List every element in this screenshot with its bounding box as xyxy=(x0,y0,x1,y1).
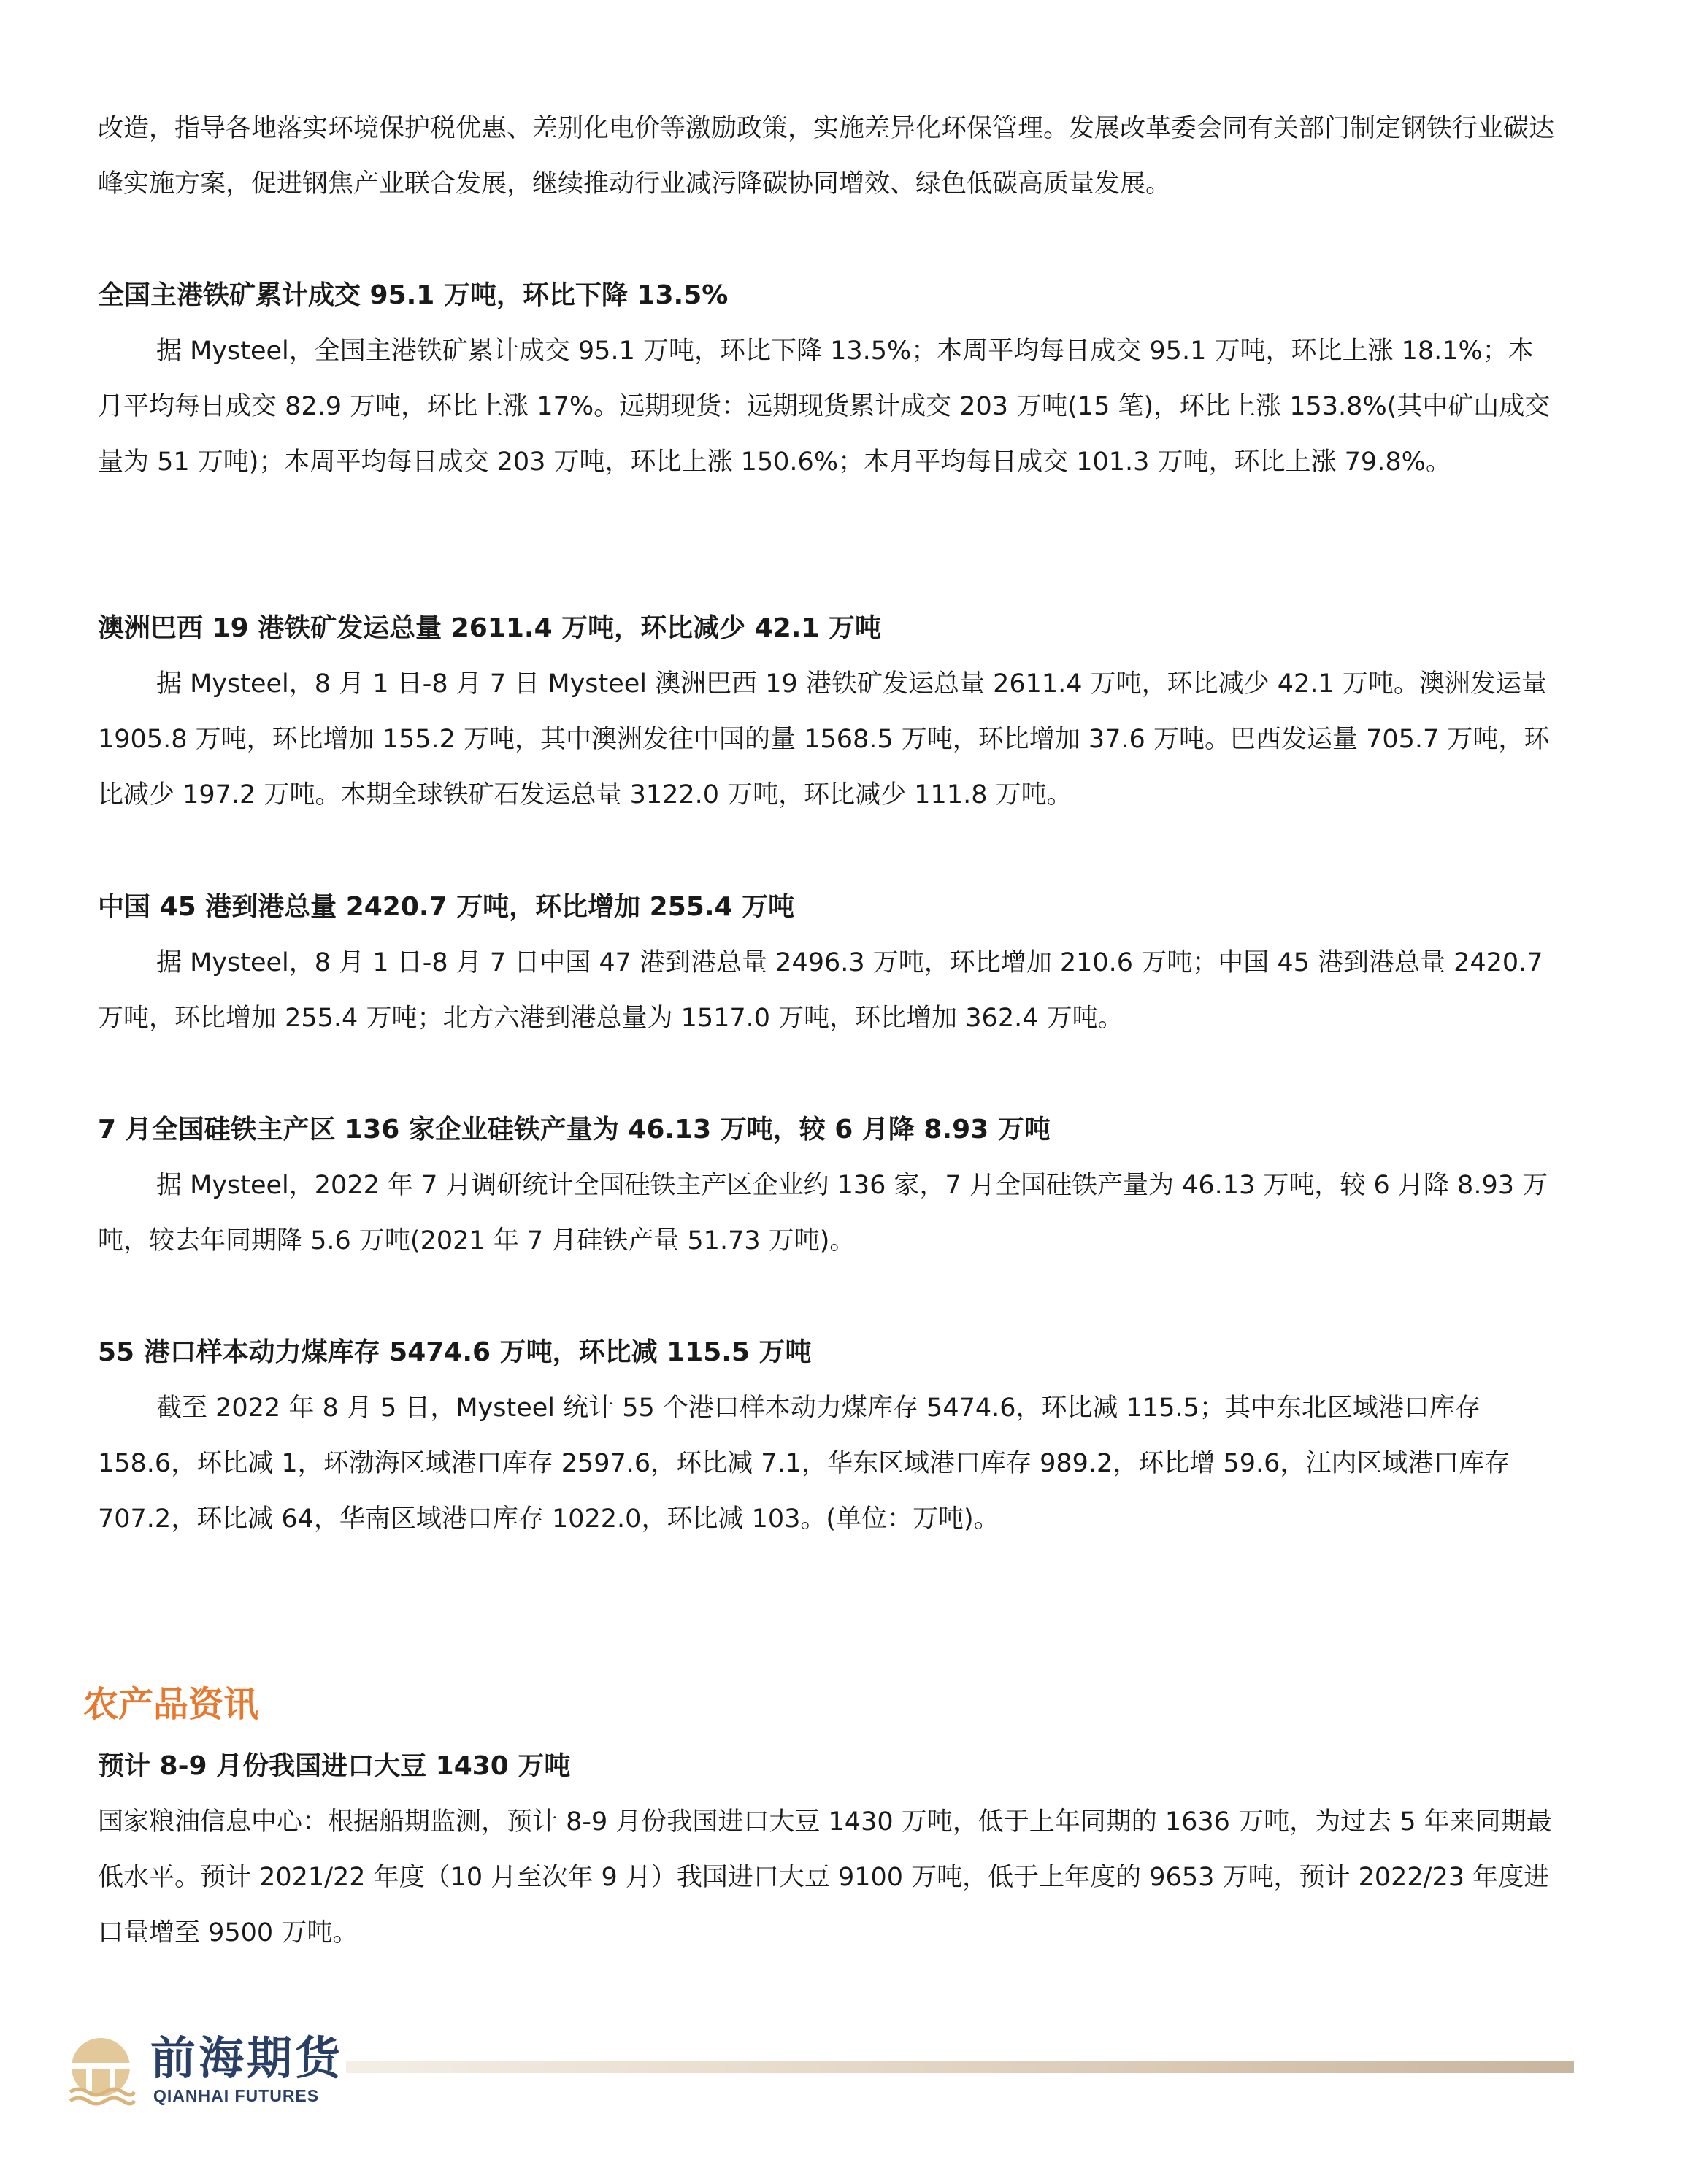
footer-divider xyxy=(346,2061,1574,2073)
article-title: 7 月全国硅铁主产区 136 家企业硅铁产量为 46.13 万吨，较 6 月降 8.93 万吨 xyxy=(98,1115,1051,1145)
article-body: 据 Mysteel，8 月 1 日-8 月 7 日中国 47 港到港总量 2496.3 万吨，环比增加 210.6 万吨；中国 45 港到港总量 2420.7 万吨，环比增加 255.4 万吨；北方六港到港总量为 1517.0 万吨，环比增加 362.4 万吨。 xyxy=(98,948,1543,1033)
logo-english-name: QIANHAI FUTURES xyxy=(153,2086,320,2105)
article-body: 国家粮油信息中心：根据船期监测，预计 8-9 月份我国进口大豆 1430 万吨，低于上年同期的 1636 万吨，为过去 5 年来同期最低水平。预计 2021/22 年度（10 月至次年 9 月）我国进口大豆 9100 万吨，低于上年度的 9653 万吨，预计 2022/23 年度进口量增至 9500 万吨。 xyxy=(98,1807,1552,1947)
article-shipments xyxy=(98,601,1558,823)
article-body: 据 Mysteel，2022 年 7 月调研统计全国硅铁主产区企业约 136 家，7 月全国硅铁产量为 46.13 万吨，较 6 月降 8.93 万吨，较去年同期降 5.6 万吨(2021 年 7 月硅铁产量 51.73 万吨)。 xyxy=(98,1171,1548,1256)
article-iron-ore-trade xyxy=(98,268,1558,490)
article-title: 澳洲巴西 19 港铁矿发运总量 2611.4 万吨，环比减少 42.1 万吨 xyxy=(98,613,882,643)
article-body: 据 Mysteel，全国主港铁矿累计成交 95.1 万吨，环比下降 13.5%；本周平均每日成交 95.1 万吨，环比上涨 18.1%；本月平均每日成交 82.9 万吨，环比上涨 17%。远期现货：远期现货累计成交 203 万吨(15 笔)，环比上涨 153.8%(其中矿山成交量为 51 万吨)；本周平均每日成交 203 万吨，环比上涨 150.6%；本月平均每日成交 101.3 万吨，环比上涨 79.8%。 xyxy=(98,337,1551,477)
article-port-arrivals xyxy=(98,880,1558,1046)
article-ferrosilicon xyxy=(98,1102,1558,1269)
agri-section-heading-wrap xyxy=(83,1672,1543,1737)
article-title: 55 港口样本动力煤库存 5474.6 万吨，环比减 115.5 万吨 xyxy=(98,1337,812,1367)
intro-block xyxy=(98,101,1558,212)
logo-chinese-name: 前海期货 xyxy=(150,2031,344,2085)
article-title: 中国 45 港到港总量 2420.7 万吨，环比增加 255.4 万吨 xyxy=(98,892,795,922)
article-title: 全国主港铁矿累计成交 95.1 万吨，环比下降 13.5% xyxy=(98,280,729,310)
article-body: 截至 2022 年 8 月 5 日，Mysteel 统计 55 个港口样本动力煤库存 5474.6，环比减 115.5；其中东北区域港口库存 158.6，环比减 1，环渤海区域港口库存 2597.6，环比减 7.1，华东区域港口库存 989.2，环比增 59.6，江内区域港口库存 707.2，环比减 64，华南区域港口库存 1022.0，环比减 103。(单位：万吨)。 xyxy=(98,1393,1510,1534)
article-body: 据 Mysteel，8 月 1 日-8 月 7 日 Mysteel 澳洲巴西 19 港铁矿发运总量 2611.4 万吨，环比减少 42.1 万吨。澳洲发运量 1905.8 万吨，环比增加 155.2 万吨，其中澳洲发往中国的量 1568.5 万吨，环比增加 37.6 万吨。巴西发运量 705.7 万吨，环比减少 197.2 万吨。本期全球铁矿石发运总量 3122.0 万吨，环比减少 111.8 万吨。 xyxy=(98,669,1550,810)
qianhai-logo-icon xyxy=(64,2035,137,2108)
article-thermal-coal xyxy=(98,1325,1558,1547)
intro-paragraph: 改造，指导各地落实环境保护税优惠、差别化电价等激励政策，实施差异化环保管理。发展改革委会同有关部门制定钢铁行业碳达峰实施方案，促进钢焦产业联合发展，继续推动行业减污降碳协同增效、绿色低碳高质量发展。 xyxy=(98,114,1555,199)
page-footer xyxy=(0,2029,1682,2117)
article-title: 预计 8-9 月份我国进口大豆 1430 万吨 xyxy=(98,1751,571,1781)
section-title-agri: 农产品资讯 xyxy=(83,1684,259,1725)
article-soybean xyxy=(98,1739,1558,1961)
